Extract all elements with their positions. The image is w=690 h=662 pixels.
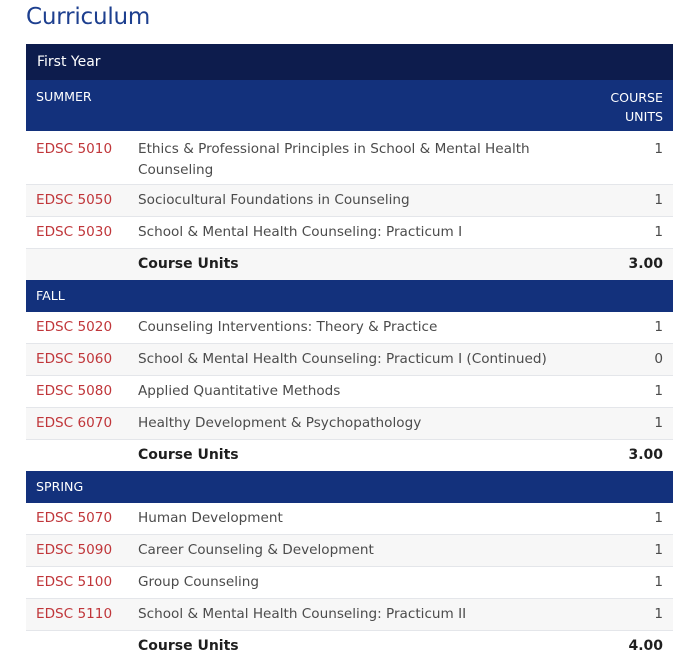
course-units: 1 — [583, 131, 673, 184]
course-row — [26, 598, 673, 630]
course-units: 1 — [583, 598, 673, 630]
course-units: 1 — [583, 503, 673, 535]
term-header-row — [26, 80, 673, 131]
course-row — [26, 375, 673, 407]
course-title: Sociocultural Foundations in Counseling — [128, 184, 583, 216]
course-title: School & Mental Health Counseling: Practicum I — [128, 216, 583, 248]
course-title: Counseling Interventions: Theory & Practice — [128, 312, 583, 344]
course-row — [26, 216, 673, 248]
course-code-link[interactable]: EDSC 5030 — [26, 216, 128, 248]
course-row — [26, 131, 673, 184]
total-label: Course Units — [128, 248, 583, 280]
term-fall-courses — [26, 312, 673, 471]
course-units: 1 — [583, 534, 673, 566]
course-title: School & Mental Health Counseling: Practicum I (Continued) — [128, 343, 583, 375]
year-title: First Year — [26, 44, 673, 80]
course-title: Healthy Development & Psychopathology — [128, 407, 583, 439]
course-units: 0 — [583, 343, 673, 375]
total-label: Course Units — [138, 447, 239, 463]
page-title: Curriculum — [26, 4, 151, 30]
course-units: 1 — [583, 216, 673, 248]
total-units: 3.00 — [583, 248, 673, 280]
course-code-link[interactable]: EDSC 5060 — [26, 343, 128, 375]
curriculum-table — [26, 44, 673, 662]
course-code-link[interactable]: EDSC 5090 — [26, 534, 128, 566]
total-units: 3.00 — [628, 447, 664, 463]
course-title: Human Development — [128, 503, 583, 535]
term-fall — [26, 280, 673, 312]
course-title: Group Counseling — [128, 566, 583, 598]
term-total-row — [26, 439, 673, 471]
course-units: 1 — [583, 312, 673, 344]
course-code-link[interactable]: EDSC 5050 — [26, 184, 128, 216]
course-code-link[interactable]: EDSC 5100 — [26, 566, 128, 598]
term-name: SPRING — [26, 471, 673, 503]
first-year-section — [26, 44, 673, 80]
term-header-row — [26, 280, 673, 312]
term-summer — [26, 80, 673, 131]
units-column-header: COURSE UNITS — [583, 80, 673, 131]
term-name: FALL — [26, 280, 673, 312]
total-units: 4.00 — [628, 638, 664, 654]
course-code-link[interactable]: EDSC 5010 — [26, 131, 128, 184]
course-title: School & Mental Health Counseling: Practicum II — [128, 598, 583, 630]
term-name: SUMMER — [26, 80, 583, 131]
course-row — [26, 184, 673, 216]
year-header-row — [26, 44, 673, 80]
course-code-link[interactable]: EDSC 5110 — [26, 598, 128, 630]
term-total-row — [26, 248, 673, 280]
course-row — [26, 407, 673, 439]
course-units: 1 — [583, 184, 673, 216]
course-title: Ethics & Professional Principles in School & Mental Health Counseling — [128, 131, 583, 184]
course-code-link[interactable]: EDSC 5070 — [26, 503, 128, 535]
course-row — [26, 312, 673, 344]
course-title: Career Counseling & Development — [128, 534, 583, 566]
course-units: 1 — [583, 566, 673, 598]
term-header-row — [26, 471, 673, 503]
course-row — [26, 343, 673, 375]
term-spring-courses — [26, 503, 673, 662]
term-summer-courses — [26, 131, 673, 280]
term-total-row — [26, 630, 673, 662]
course-row — [26, 503, 673, 535]
course-title: Applied Quantitative Methods — [128, 375, 583, 407]
course-units: 1 — [583, 375, 673, 407]
course-row — [26, 566, 673, 598]
term-spring — [26, 471, 673, 503]
course-units: 1 — [583, 407, 673, 439]
course-code-link[interactable]: EDSC 5020 — [26, 312, 128, 344]
course-code-link[interactable]: EDSC 5080 — [26, 375, 128, 407]
course-code-link[interactable]: EDSC 6070 — [26, 407, 128, 439]
total-label: Course Units — [138, 638, 239, 654]
course-row — [26, 534, 673, 566]
